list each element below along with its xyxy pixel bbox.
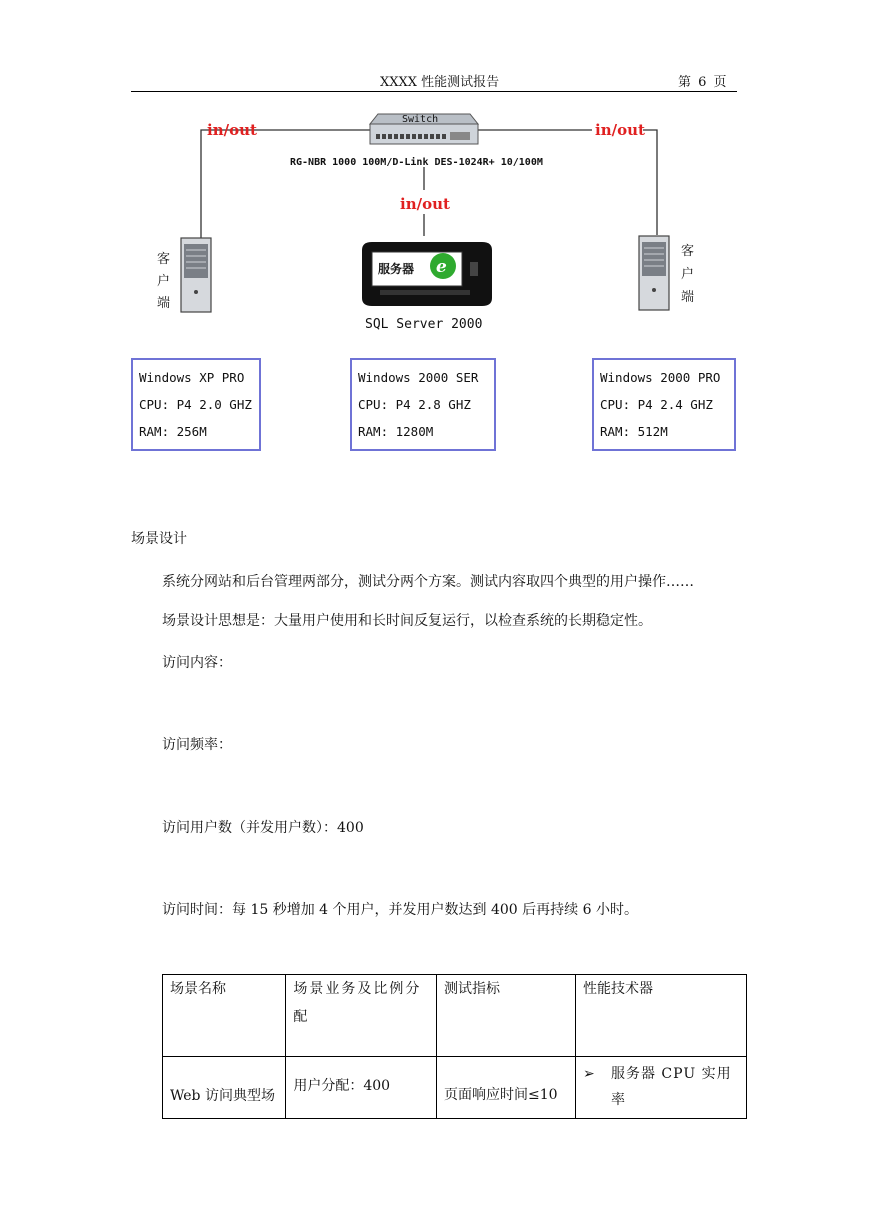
header-business-ratio: 场景业务及比例分配 <box>286 975 437 1057</box>
right-client-label-2: 户 <box>681 267 695 282</box>
header-test-metric: 测试指标 <box>437 975 576 1057</box>
left-client-computer-icon <box>181 238 211 312</box>
header-page-number: 第 6 页 <box>678 75 727 90</box>
left-client-label-2: 户 <box>157 274 171 289</box>
header-scenario-name: 场景名称 <box>163 975 286 1057</box>
cell-performance-counter <box>575 1057 746 1119</box>
table-row <box>163 1057 747 1119</box>
right-client-label-3: 端 <box>681 290 695 305</box>
spec-box-left-client <box>131 358 261 451</box>
cell-user-allocation: 用户分配：400 <box>286 1057 437 1119</box>
spec-ram: RAM: 256M <box>139 424 207 439</box>
spec-os: Windows 2000 SER <box>358 370 479 385</box>
paragraph-access-frequency: 访问频率： <box>162 737 232 753</box>
spec-ram: RAM: 512M <box>600 424 668 439</box>
spec-cpu: CPU: P4 2.0 GHZ <box>139 397 252 412</box>
left-in-out-label: in/out <box>207 121 257 139</box>
cell-response-time: 页面响应时间≤10 <box>437 1057 576 1119</box>
switch-model: RG-NBR 1000 100M/D-Link DES-1024R+ 10/100M <box>290 157 543 168</box>
paragraph-access-time: 访问时间：每 15 秒增加 4 个用户，并发用户数达到 400 后再持续 6 小时。 <box>162 902 638 918</box>
paragraph-concurrent-users: 访问用户数（并发用户数）：400 <box>162 820 364 836</box>
server-software-label: SQL Server 2000 <box>365 317 483 332</box>
section-title: 场景设计 <box>131 531 187 547</box>
arrow-bullet-icon: ➢ <box>582 1066 595 1082</box>
spec-box-server <box>350 358 496 451</box>
right-in-out-label: in/out <box>595 121 645 139</box>
server-label: 服务器 <box>378 262 415 276</box>
cell-scenario-name: Web 访问典型场 <box>163 1057 286 1119</box>
spec-cpu: CPU: P4 2.8 GHZ <box>358 397 471 412</box>
left-link-line <box>201 130 372 238</box>
spec-box-right-client <box>592 358 736 451</box>
left-client-label-3: 端 <box>157 296 171 311</box>
right-client-label-1: 客 <box>681 244 695 259</box>
svg-text:e: e <box>436 257 447 277</box>
spec-os: Windows 2000 PRO <box>600 370 721 385</box>
header-performance-counter: 性能技术器 <box>575 975 746 1057</box>
counter-text: 服务器 CPU 实用率 <box>610 1066 732 1108</box>
spec-os: Windows XP PRO <box>139 370 245 385</box>
switch-label: Switch <box>402 114 439 125</box>
paragraph-overview: 系统分网站和后台管理两部分，测试分两个方案。测试内容取四个典型的用户操作…… <box>162 574 694 590</box>
header-title: XXXX 性能测试报告 <box>380 75 500 90</box>
scenario-table <box>162 974 747 1119</box>
spec-cpu: CPU: P4 2.4 GHZ <box>600 397 713 412</box>
spec-ram: RAM: 1280M <box>358 424 434 439</box>
left-client-label-1: 客 <box>157 252 171 267</box>
paragraph-design-idea: 场景设计思想是：大量用户使用和长时间反复运行，以检查系统的长期稳定性。 <box>162 613 652 629</box>
right-link-line-lower <box>643 130 657 235</box>
center-in-out-label: in/out <box>400 195 450 213</box>
paragraph-access-content: 访问内容： <box>162 655 232 671</box>
right-client-computer-icon <box>639 236 669 310</box>
table-header-row <box>163 975 747 1057</box>
